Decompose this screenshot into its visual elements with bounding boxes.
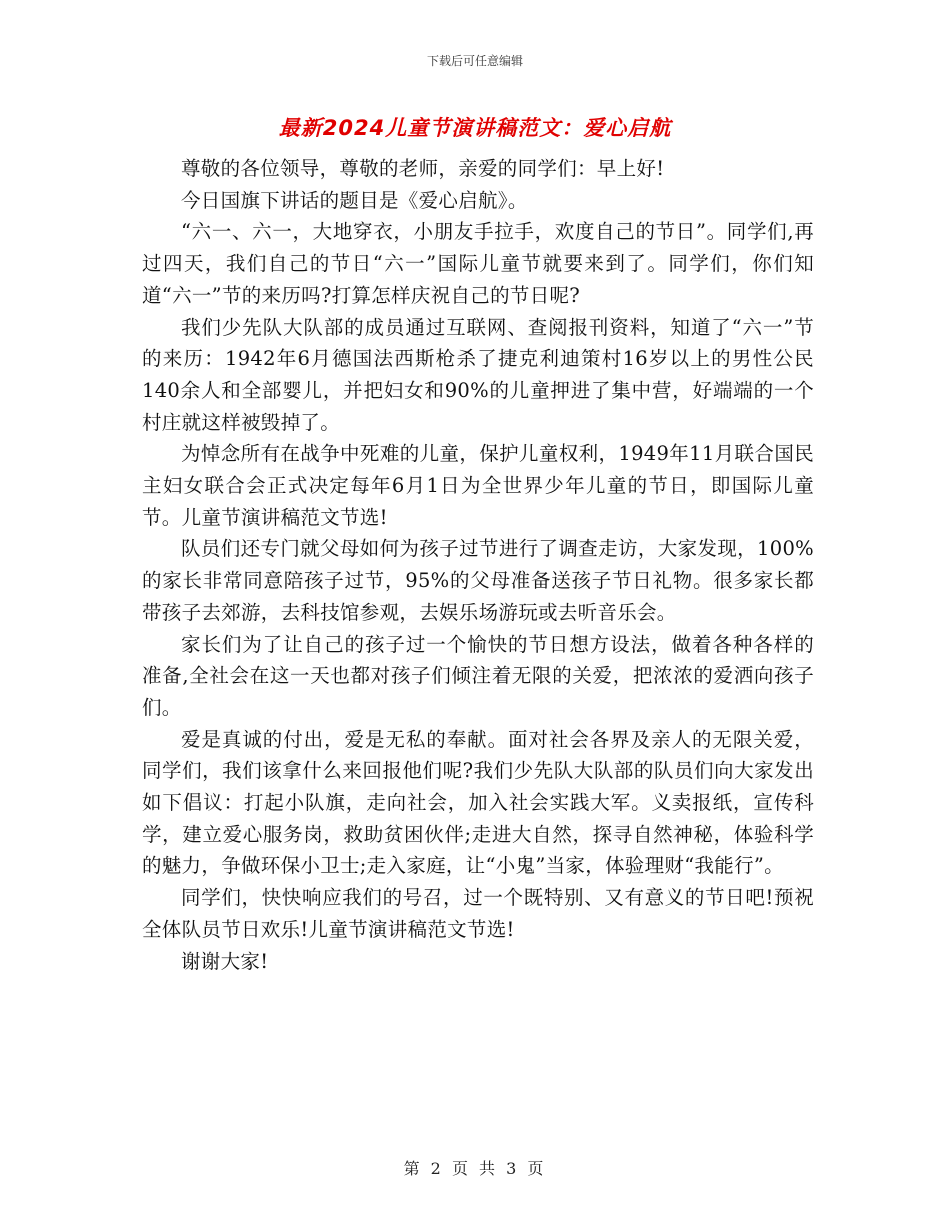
paragraph-history: 我们少先队大队部的成员通过互联网、查阅报刊资料，知道了“六一”节的来历：1942年6月德国法西斯枪杀了捷克利迪策村16岁以上的男性公民140余人和全部婴儿，并把妇女和90%的儿童押进了集中营，好端端的一个村庄就这样被毁掉了。 (142, 315, 814, 434)
paragraph-intro: “六一、六一，大地穿衣，小朋友手拉手，欢度自己的节日”。同学们,再过四天，我们自己的节日“六一”国际儿童节就要来到了。同学们，你们知道“六一”节的来历吗?打算怎样庆祝自己的节日呢? (142, 220, 814, 307)
paragraph-origin: 为悼念所有在战争中死难的儿童，保护儿童权利，1949年11月联合国民主妇女联合会正式决定每年6月1日为全世界少年儿童的节日，即国际儿童节。儿童节演讲稿范文节选! (142, 442, 814, 529)
page-number: 第 2 页 共 3 页 (403, 1159, 547, 1178)
document-title: 最新2024儿童节演讲稿范文：爱心启航 (278, 116, 672, 140)
paragraph-topic: 今日国旗下讲话的题目是《爱心启航》。 (181, 188, 528, 212)
paragraph-parents: 家长们为了让自己的孩子过一个愉快的节日想方设法，做着各种各样的准备,全社会在这一天也都对孩子们倾注着无限的关爱，把浓浓的爱洒向孩子们。 (142, 632, 814, 719)
paragraph-greeting: 尊敬的各位领导，尊敬的老师，亲爱的同学们：早上好! (181, 157, 665, 180)
document-body (142, 153, 814, 977)
header-note: 下载后可任意编辑 (426, 54, 523, 68)
paragraph-closing: 同学们，快快响应我们的号召，过一个既特别、又有意义的节日吧!预祝全体队员节日欢乐!儿童节演讲稿范文节选! (142, 886, 814, 941)
paragraph-thanks: 谢谢大家! (181, 949, 269, 973)
paragraph-survey: 队员们还专门就父母如何为孩子过节进行了调查走访，大家发现，100%的家长非常同意陪孩子过节，95%的父母准备送孩子节日礼物。很多家长都带孩子去郊游，去科技馆参观，去娱乐场游玩或去听音乐会。 (142, 537, 814, 624)
paragraph-proposal: 爱是真诚的付出，爱是无私的奉献。面对社会各界及亲人的无限关爱，同学们，我们该拿什么来回报他们呢?我们少先队大队部的队员们向大家发出如下倡议：打起小队旗，走向社会，加入社会实践大军。义卖报纸，宣传科学，建立爱心服务岗，救助贫困伙伴;走进大自然，探寻自然神秘，体验科学的魅力，争做环保小卫士;走入家庭，让“小鬼”当家，体验理财“我能行”。 (142, 727, 814, 878)
